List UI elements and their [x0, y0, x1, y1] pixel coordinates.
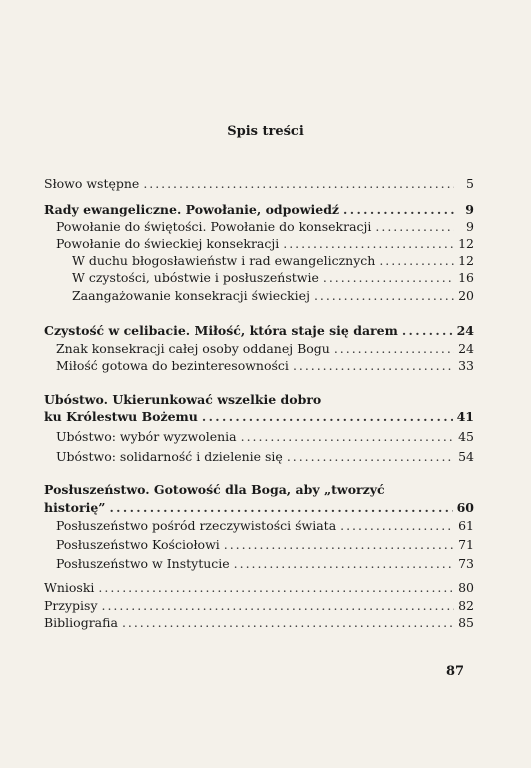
dot-leader: [98, 580, 454, 596]
toc-section-page: 41: [456, 409, 474, 424]
toc-subentry-label: W czystości, ubóstwie i posłuszeństwie: [72, 270, 319, 285]
toc-section-label-line1[interactable]: Posłuszeństwo. Gotowość dla Boga, aby „tworzyć: [44, 482, 385, 497]
toc-entry-page: 5: [466, 176, 474, 191]
toc-entry-label: Wnioski: [44, 580, 95, 595]
page-title: Spis treści: [227, 124, 304, 139]
toc-section-page: 9: [465, 202, 474, 217]
dot-leader: [334, 341, 454, 357]
dot-leader: [379, 253, 454, 269]
dot-leader: [293, 358, 454, 374]
dot-leader: [122, 615, 454, 631]
toc-entry-page: 61: [458, 518, 474, 533]
toc-entry-page: 24: [458, 341, 474, 356]
toc-entry-label: Znak konsekracji całej osoby oddanej Bogu: [56, 341, 330, 356]
toc-entry[interactable]: [44, 598, 474, 614]
toc-entry-page: 12: [458, 236, 474, 251]
toc-entry-page: 85: [458, 615, 474, 630]
toc-entry-label: Słowo wstępne: [44, 176, 140, 191]
toc-entry-label: Ubóstwo: wybór wyzwolenia: [56, 429, 237, 444]
toc-entry[interactable]: [44, 176, 474, 192]
toc-entry[interactable]: [56, 429, 474, 445]
toc-section[interactable]: [44, 409, 474, 425]
toc-entry-label: Powołanie do świeckiej konsekracji: [56, 236, 280, 251]
toc-entry-label: Bibliografia: [44, 615, 118, 630]
toc-entry-label: Przypisy: [44, 598, 98, 613]
page-number: 87: [446, 664, 465, 679]
dot-leader: [143, 176, 454, 192]
dot-leader: [323, 270, 454, 286]
toc-entry-label: Posłuszeństwo w Instytucie: [56, 556, 230, 571]
toc-section[interactable]: [44, 323, 474, 339]
toc-entry[interactable]: [44, 580, 474, 596]
toc-subentry-page: 12: [458, 253, 474, 268]
dot-leader: [314, 288, 454, 304]
toc-entry-page: 33: [458, 358, 474, 373]
dot-leader: [283, 236, 454, 252]
toc-entry[interactable]: [56, 358, 474, 374]
toc-entry[interactable]: [56, 341, 474, 357]
dot-leader: [202, 409, 453, 425]
toc-section-page: 24: [456, 323, 474, 338]
toc-entry[interactable]: [56, 219, 474, 235]
toc-section[interactable]: [44, 202, 474, 218]
toc-entry-label: Ubóstwo: solidarność i dzielenie się: [56, 449, 283, 464]
toc-entry-page: 71: [458, 537, 474, 552]
toc-entry-page: 80: [458, 580, 474, 595]
dot-leader: [375, 219, 454, 235]
toc-entry[interactable]: [44, 615, 474, 631]
toc-subentry[interactable]: [72, 270, 474, 286]
toc-entry-label: Posłuszeństwo Kościołowi: [56, 537, 220, 552]
toc-subentry-page: 16: [458, 270, 474, 285]
toc-subentry-label: Zaangażowanie konsekracji świeckiej: [72, 288, 310, 303]
toc-section-label: ku Królestwu Bożemu: [44, 409, 198, 424]
toc-subentry-label: W duchu błogosławieństw i rad ewangelicznych: [72, 253, 376, 268]
toc-entry-page: 54: [458, 449, 474, 464]
dot-leader: [234, 556, 454, 572]
dot-leader: [109, 500, 452, 516]
dot-leader: [241, 429, 454, 445]
dot-leader: [287, 449, 454, 465]
dot-leader: [343, 202, 454, 218]
dot-leader: [224, 537, 454, 553]
toc-entry[interactable]: [56, 518, 474, 534]
toc-entry[interactable]: [56, 449, 474, 465]
toc-subentry[interactable]: [72, 253, 474, 269]
toc-section-label: historię”: [44, 500, 106, 515]
toc-entry-page: 82: [458, 598, 474, 613]
toc-entry-label: Posłuszeństwo pośród rzeczywistości świata: [56, 518, 337, 533]
toc-section[interactable]: [44, 500, 474, 516]
toc-section-label: Rady ewangeliczne. Powołanie, odpowiedź: [44, 202, 340, 217]
toc-entry-label: Miłość gotowa do bezinteresowności: [56, 358, 289, 373]
dot-leader: [102, 598, 454, 614]
toc-entry-page: 9: [466, 219, 474, 234]
toc-entry[interactable]: [56, 556, 474, 572]
toc-subentry[interactable]: [72, 288, 474, 304]
toc-entry-page: 73: [458, 556, 474, 571]
toc-entry[interactable]: [56, 537, 474, 553]
toc-entry-label: Powołanie do świętości. Powołanie do konsekracji: [56, 219, 372, 234]
dot-leader: [340, 518, 454, 534]
toc-entry[interactable]: [56, 236, 474, 252]
toc-section-label: Czystość w celibacie. Miłość, która staje się darem: [44, 323, 398, 338]
toc-section-label-line1[interactable]: Ubóstwo. Ukierunkować wszelkie dobro: [44, 392, 322, 407]
dot-leader: [402, 323, 453, 339]
toc-subentry-page: 20: [458, 288, 474, 303]
toc-section-page: 60: [456, 500, 474, 515]
toc-entry-page: 45: [458, 429, 474, 444]
